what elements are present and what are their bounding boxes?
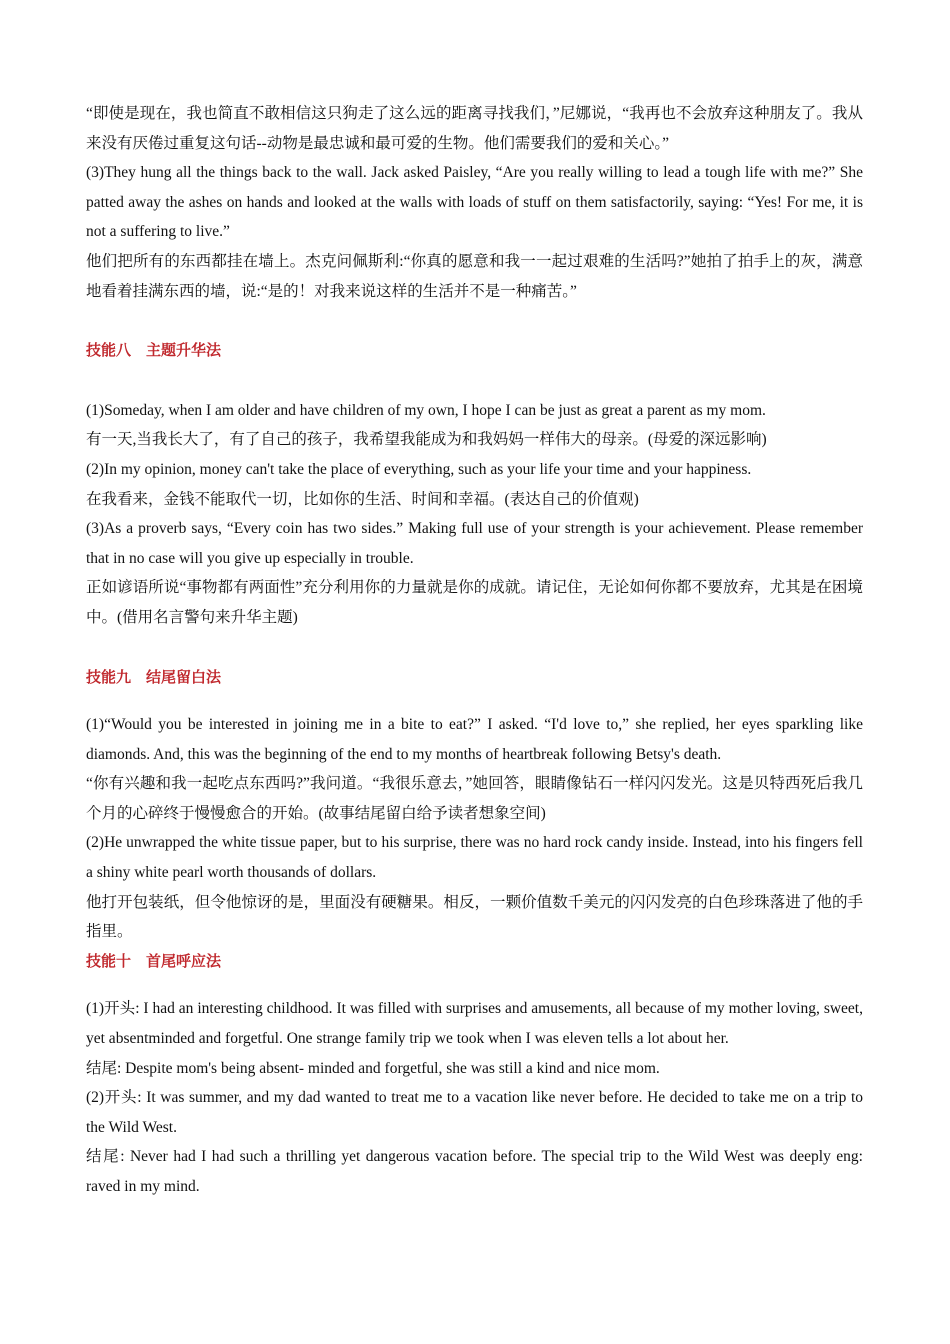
paragraph: (1)“Would you be interested in joining me in a bite to eat?” I asked. “I'd love to,” she replied, her eyes sparkling like diamonds. And, this was the beginning of the end to my months of heartbreak following Betsy's death. <box>86 716 863 763</box>
section-heading-skill8: 技能八 主题升华法 <box>86 341 222 360</box>
section-heading-skill10: 技能十 首尾呼应法 <box>86 951 222 970</box>
paragraph: 结尾: Despite mom's being absent- minded and forgetful, she was still a kind and nice mom. <box>86 1059 660 1077</box>
paragraph: 正如谚语所说“事物都有两面性”充分利用你的力量就是你的成就。请记住，无论如何你都不要放弃，尤其是在困境中。(借用名言警句来升华主题) <box>86 579 863 626</box>
paragraph: “即使是现在，我也简直不敢相信这只狗走了这么远的距离寻找我们，”尼娜说，“我再也不会放弃这种朋友了。我从来没有厌倦过重复这句话--动物是最忠诚和最可爱的生物。他们需要我们的爱和关心。” <box>86 105 863 152</box>
paragraph: (2)In my opinion, money can't take the place of everything, such as your life your time and your happiness. <box>86 460 752 478</box>
paragraph: 在我看来，金钱不能取代一切，比如你的生活、时间和幸福。(表达自己的价值观) <box>86 490 639 508</box>
document-page <box>86 99 863 1202</box>
paragraph: (3)As a proverb says, “Every coin has two sides.” Making full use of your strength is your achievement. Please remember that in no case will you give up especially in trouble. <box>86 520 863 567</box>
paragraph: (2)He unwrapped the white tissue paper, but to his surprise, there was no hard rock candy inside. Instead, into his fingers fell a shiny white pearl worth thousands of dollars. <box>86 834 863 882</box>
paragraph: (1)开头: I had an interesting childhood. It was filled with surprises and amusements, all because of my mother loving, sweet, yet absentminded and forgetful. One strange family trip we took when I was eleven tells a lot about her. <box>86 1000 863 1048</box>
paragraph: 他们把所有的东西都挂在墙上。杰克问佩斯利:“你真的愿意和我一一起过艰难的生活吗?”她拍了拍手上的灰，满意地看着挂满东西的墙，说:“是的！对我来说这样的生活并不是一种痛苦。” <box>86 252 863 300</box>
paragraph: (1)Someday, when I am older and have children of my own, I hope I can be just as great a parent as my mom. <box>86 401 766 419</box>
paragraph: 他打开包装纸，但令他惊讶的是，里面没有硬糖果。相反，一颗价值数千美元的闪闪发亮的白色珍珠落进了他的手指里。 <box>86 893 863 941</box>
paragraph: (3)They hung all the things back to the wall. Jack asked Paisley, “Are you really willing to lead a tough life with me?” She patted away the ashes on hands and looked at the walls with loads of stuff on them satisfactorily, saying: “Yes! For me, it is not a suffering to live.” <box>86 164 863 241</box>
paragraph: 结尾: Never had I had such a thrilling yet dangerous vacation before. The special trip to the Wild West was deeply eng: raved in my mind. <box>86 1148 863 1195</box>
paragraph: (2)开头: It was summer, and my dad wanted to treat me to a vacation like never before. He decided to take me on a trip to the Wild West. <box>86 1089 863 1136</box>
paragraph: “你有兴趣和我一起吃点东西吗?”我问道。“我很乐意去，”她回答，眼睛像钻石一样闪闪发光。这是贝特西死后我几个月的心碎终于慢慢愈合的开始。(故事结尾留白给予读者想象空间) <box>86 775 863 822</box>
paragraph: 有一天,当我长大了，有了自己的孩子，我希望我能成为和我妈妈一样伟大的母亲。(母爱的深远影响) <box>86 431 767 449</box>
section-heading-skill9: 技能九 结尾留白法 <box>86 667 222 686</box>
